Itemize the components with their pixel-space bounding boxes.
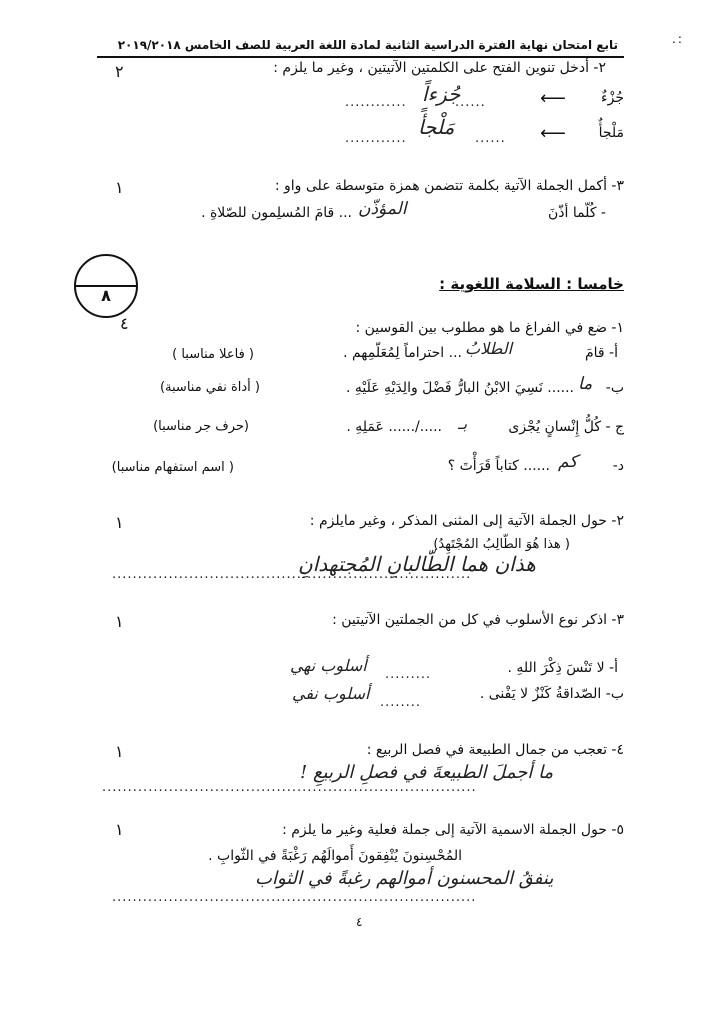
s5-q1-a-rest: ... احتراماً لِمُعَلّمِهم . — [343, 345, 462, 361]
q3-mark: ١ — [115, 178, 124, 197]
q2-dots-2: ............ — [345, 131, 407, 146]
exam-header: تابع امتحان نهاية الفترة الدراسية الثانية لمادة اللغة العربية للصف الخامس ٢٠١٩/٢٠١٨ — [117, 38, 618, 52]
q3-prompt: ٣- أكمل الجملة الآتية بكلمة تتضمن همزة متوسطة على واو : — [274, 178, 624, 194]
s5-q1-prompt: ١- ضع في الفراغ ما هو مطلوب بين القوسين : — [355, 320, 624, 336]
s5-q3-b-answer: أسلوب نفي — [292, 684, 370, 703]
q2-lead-dots-2: ...... — [475, 131, 506, 146]
s5-q1-a-text: أ- قامَ — [584, 345, 618, 361]
s5-q2-answer: هذان هما الطّالبانِ المُجتهدانِ — [298, 552, 536, 576]
q2-prompt: ٢- أدخل تنوين الفتح على الكلمتين الآتيتين ، وغير ما يلزم : — [273, 60, 606, 76]
s5-q1-a-hint: ( فاعلا مناسبا ) — [172, 347, 254, 362]
s5-q3-prompt: ٣- اذكر نوع الأسلوب في كل من الجملتين الآتيتين : — [332, 612, 624, 628]
s5-q1-b-hint: ( أداة نفي مناسبة) — [159, 380, 260, 395]
s5-q1-mark: ٤ — [120, 314, 129, 333]
s5-q5-mark: ١ — [115, 820, 124, 839]
score-value: ٨ — [101, 286, 111, 305]
s5-q5-prompt: ٥- حول الجملة الاسمية الآتية إلى جملة فعلية وغير ما يلزم : — [282, 822, 624, 838]
q2-answer2: مَلْجأً — [418, 115, 455, 139]
q2-mark: ٢ — [115, 62, 124, 81]
s5-q3-b-dots: ........ — [380, 695, 422, 710]
s5-q1-a-answer: الطلابُ — [465, 339, 513, 358]
s5-q3-mark: ١ — [115, 612, 124, 631]
s5-q4-answer: ما أجملَ الطبيعةَ في فصلِ الربيعِ ! — [300, 762, 554, 783]
s5-q4-prompt: ٤- تعجب من جمال الطبيعة في فصل الربيع : — [366, 742, 624, 758]
q2-dots-1: ............ — [345, 95, 407, 110]
section5-title: خامسا : السلامة اللغوية : — [439, 275, 624, 293]
s5-q1-c-text: ج - كُلُّ إِنْسانٍ يُجْزى — [508, 419, 624, 435]
s5-q1-b-text: ب- — [605, 380, 624, 396]
score-circle — [74, 254, 138, 318]
s5-q2-dots: ...................................................................... — [112, 567, 472, 582]
q3-answer: المؤذّن — [358, 199, 407, 219]
s5-q1-d-answer: كم — [558, 452, 578, 472]
s5-q5-sentence: المُحْسِنونَ يُنْفِقونَ أَموالَهُم رَغْبَةً في الثّوابِ . — [208, 848, 462, 864]
s5-q1-d-hint: ( اسم استفهام مناسبا) — [111, 460, 234, 475]
q2-word2: مَلْجأٌ — [598, 125, 624, 141]
arrow-icon: ⟵ — [540, 123, 566, 144]
s5-q4-mark: ١ — [115, 742, 124, 761]
s5-q5-dots: ....................................................................... — [112, 890, 477, 905]
q3-sentence-end: ... قامَ المُسلِمون للصّلاةِ . — [201, 205, 352, 221]
q3-sentence-start: - كُلّما أذّنَ — [547, 205, 606, 221]
arrow-icon: ⟵ — [540, 88, 566, 109]
s5-q3-a-text: أ- لا تَنْسَ ذِكْرَ اللهِ . — [507, 660, 618, 676]
s5-q1-c-hint: (حرف جر مناسبا) — [153, 419, 249, 434]
s5-q2-prompt: ٢- حول الجملة الآتية إلى المثنى المذكر ، وغير مايلزم : — [309, 513, 624, 529]
s5-q5-answer: ينفقُ المحسنون أموالهم رغبةً في الثواب — [255, 868, 554, 889]
s5-q3-a-dots: ......... — [385, 667, 432, 682]
s5-q3-a-answer: أسلوب نهي — [290, 656, 367, 675]
s5-q1-c-answer: بـ — [458, 414, 468, 433]
s5-q2-mark: ١ — [115, 513, 124, 532]
corner-marks: .: — [672, 32, 684, 46]
q2-answer1: جُزءاً — [422, 82, 461, 106]
s5-q1-b-answer: ما — [578, 374, 593, 394]
s5-q1-c-rest: ...../...... عَمَلِهِ . — [346, 419, 442, 435]
q2-word1: جُزْءٌ — [601, 90, 624, 106]
s5-q1-b-rest: ...... نَسِيَ الابْنُ البارُّ فَضْلَ والِدَيْهِ عَلَيْهِ . — [345, 380, 574, 396]
header-rule — [97, 56, 624, 58]
page-number: ٤ — [356, 915, 363, 929]
q2-lead-dots-1: ...... — [455, 95, 486, 110]
s5-q1-d-rest: ...... كتاباً قَرَأْتَ ؟ — [447, 458, 550, 474]
s5-q4-dots: ......................................................................... — [102, 780, 477, 795]
s5-q2-sentence: ( هذا هُوَ الطّالِبُ المُجْتَهِدُ) — [433, 537, 570, 552]
s5-q1-d-text: د- — [612, 458, 624, 474]
s5-q3-b-text: ب- الصّداقةُ كَنْزٌ لا يَفْنى . — [479, 686, 624, 702]
